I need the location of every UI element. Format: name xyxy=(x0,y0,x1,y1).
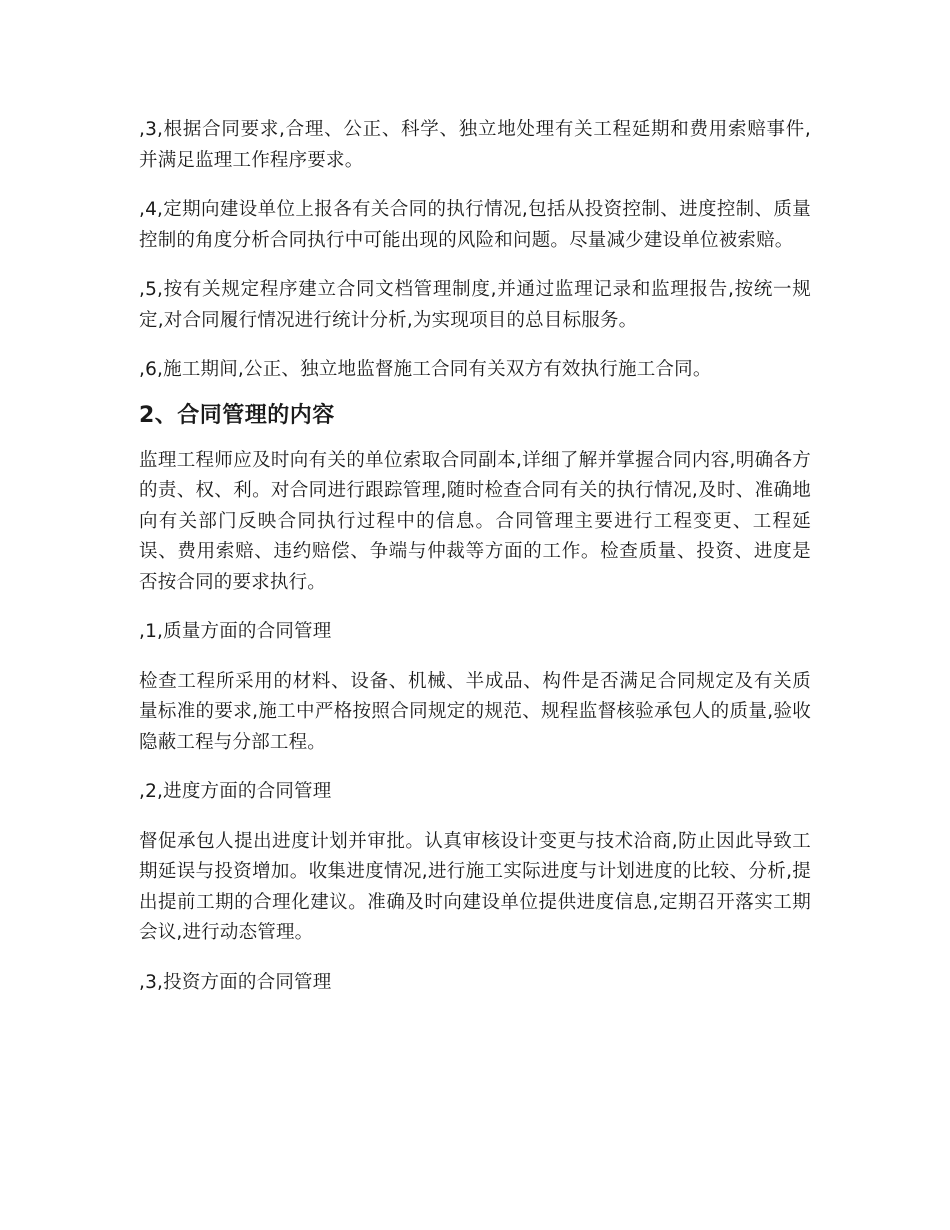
subheading-schedule: ,2,进度方面的合同管理 xyxy=(139,781,332,802)
schedule-paragraph: 督促承包人提出进度计划并审批。认真审核设计变更与技术洽商,防止因此导致工期延误与投资增加。收集进度情况,进行施工实际进度与计划进度的比较、分析,提出提前工期的合理化建议。准确及时向建设单位提供进度信息,定期召开落实工期会议,进行动态管理。 xyxy=(139,830,811,943)
paragraph-item-5: ,5,按有关规定程序建立合同文档管理制度,并通过监理记录和监理报告,按统一规定,对合同履行情况进行统计分析,为实现项目的总目标服务。 xyxy=(139,279,811,331)
paragraph-item-4: ,4,定期向建设单位上报各有关合同的执行情况,包括从投资控制、进度控制、质量控制的角度分析合同执行中可能出现的风险和问题。尽量减少建设单位被索赔。 xyxy=(139,199,811,251)
subheading-quality: ,1,质量方面的合同管理 xyxy=(139,621,332,642)
quality-paragraph: 检查工程所采用的材料、设备、机械、半成品、构件是否满足合同规定及有关质量标准的要求,施工中严格按照合同规定的规范、规程监督核验承包人的质量,验收隐蔽工程与分部工程。 xyxy=(139,670,811,753)
subheading-investment: ,3,投资方面的合同管理 xyxy=(139,971,332,993)
paragraph-item-3: ,3,根据合同要求,合理、公正、科学、独立地处理有关工程延期和费用索赔事件,并满足监理工作程序要求。 xyxy=(139,119,811,171)
section-heading: 2、合同管理的内容 xyxy=(139,402,335,428)
paragraph-item-6: ,6,施工期间,公正、独立地监督施工合同有关双方有效执行施工合同。 xyxy=(139,359,712,380)
section-intro-paragraph: 监理工程师应及时向有关的单位索取合同副本,详细了解并掌握合同内容,明确各方的责、权、利。对合同进行跟踪管理,随时检查合同有关的执行情况,及时、准确地向有关部门反映合同执行过程中的信息。合同管理主要进行工程变更、工程延误、费用索赔、违约赔偿、争端与仲裁等方面的工作。检查质量、投资、进度是否按合同的要求执行。 xyxy=(139,449,811,593)
document-page xyxy=(139,115,811,998)
